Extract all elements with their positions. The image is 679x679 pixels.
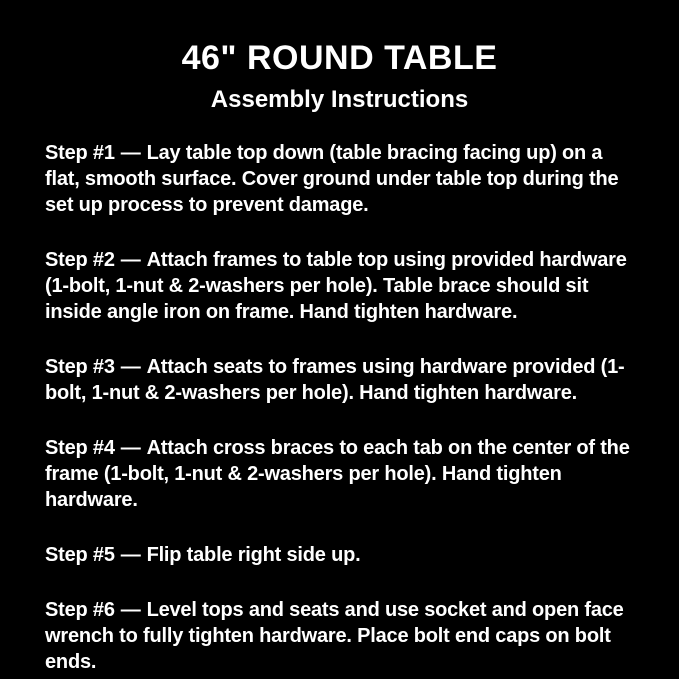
step-4-label: Step #4 <box>45 436 115 459</box>
step-1-label: Step #1 <box>45 141 115 164</box>
step-1-text: Lay table top down (table bracing facing up) on a flat, smooth surface. Cover ground under table top during the set up process to prevent damage. <box>45 141 619 216</box>
step-3-dash: — <box>120 355 141 378</box>
step-6-text: Level tops and seats and use socket and open face wrench to fully tighten hardware. Place bolt end caps on bolt ends. <box>45 598 624 673</box>
step-5-label: Step #5 <box>45 543 115 566</box>
step-6 <box>45 597 634 675</box>
page-subtitle: Assembly Instructions <box>210 86 469 114</box>
step-4 <box>45 435 634 513</box>
step-6-dash: — <box>120 598 141 621</box>
step-4-dash: — <box>120 436 141 459</box>
step-6-label: Step #6 <box>45 598 115 621</box>
step-5-text: Flip table right side up. <box>146 543 361 566</box>
step-1-dash: — <box>120 141 141 164</box>
step-5 <box>45 542 634 568</box>
step-2-label: Step #2 <box>45 248 115 271</box>
step-4-text: Attach cross braces to each tab on the center of the frame (1-bolt, 1-nut & 2-washers per hole). Hand tighten hardware. <box>45 436 630 511</box>
step-3-label: Step #3 <box>45 355 115 378</box>
step-3 <box>45 354 634 406</box>
step-3-text: Attach seats to frames using hardware provided (1-bolt, 1-nut & 2-washers per hole). Hand tighten hardware. <box>45 355 625 404</box>
step-5-dash: — <box>120 543 141 566</box>
step-2-dash: — <box>120 248 141 271</box>
page-title: 46" ROUND TABLE <box>181 39 498 77</box>
step-2 <box>45 247 634 325</box>
step-2-text: Attach frames to table top using provided hardware (1-bolt, 1-nut & 2-washers per hole). Table brace should sit inside angle iron on frame. Hand tighten hardware. <box>45 248 627 323</box>
step-1 <box>45 140 634 218</box>
